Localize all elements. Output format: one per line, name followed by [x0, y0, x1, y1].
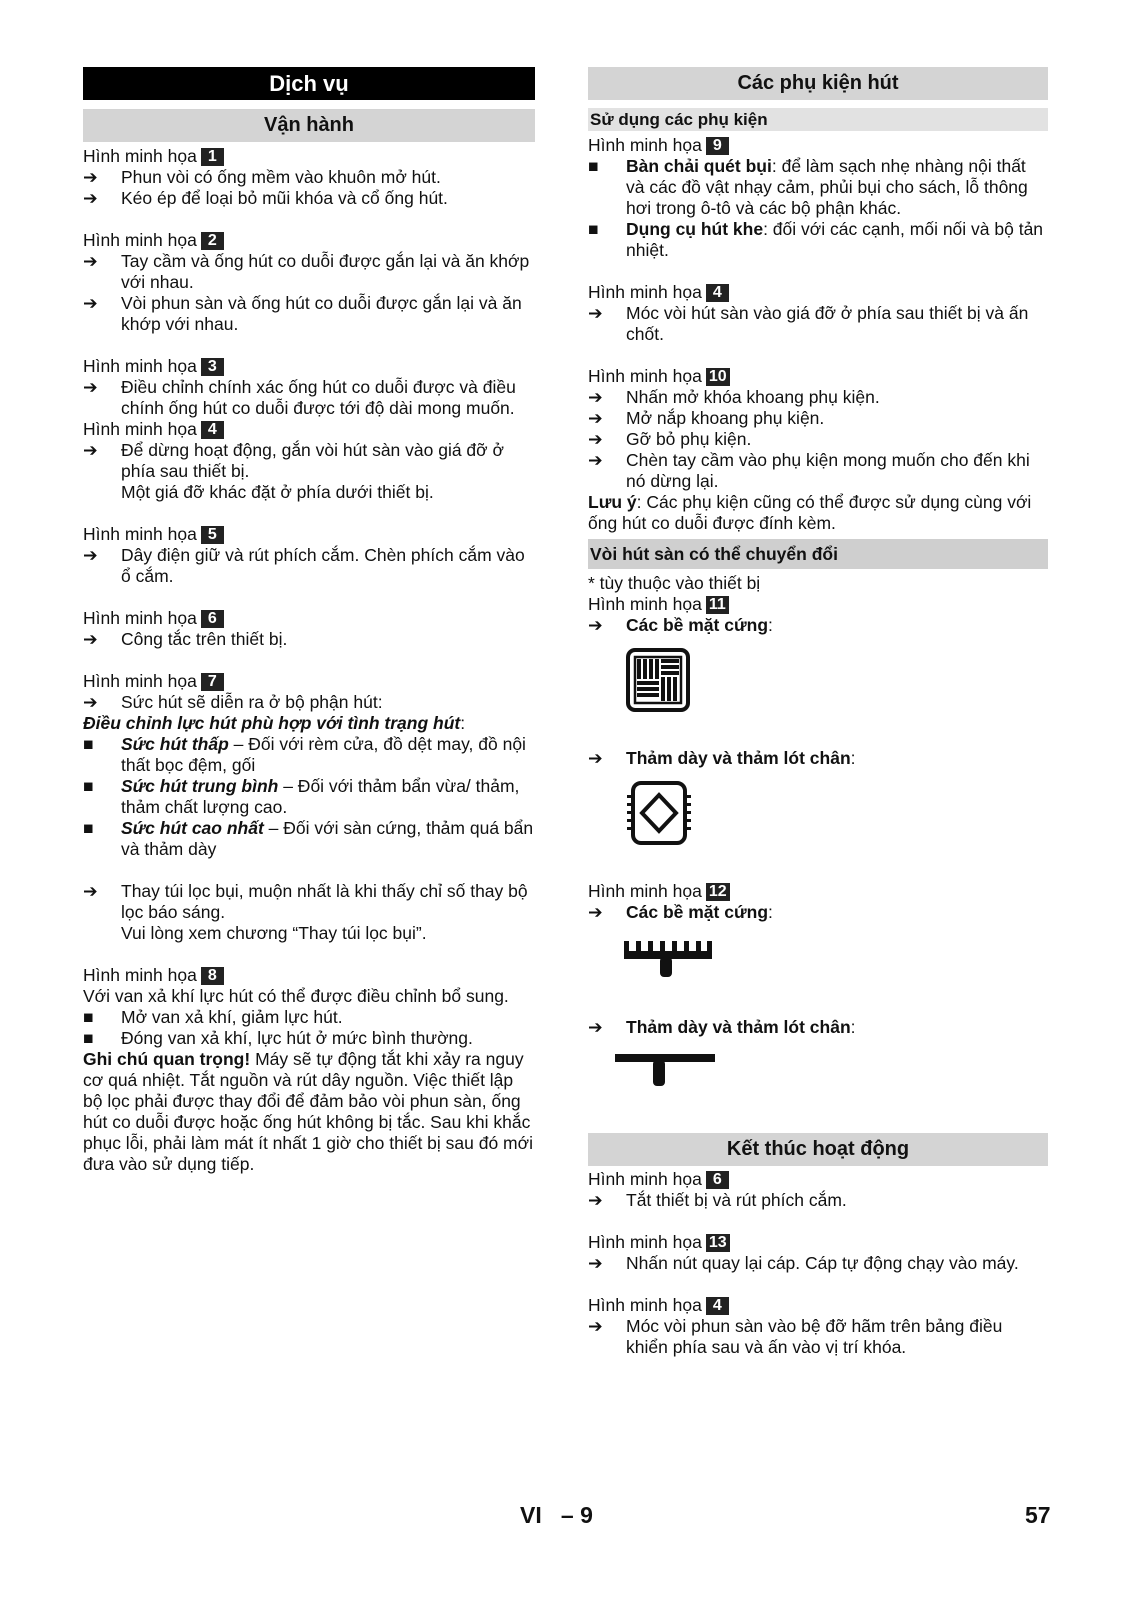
step-item: ➔ Kéo ép để loại bỏ mũi khóa và cổ ống hút.	[83, 188, 448, 208]
figure-number: 1	[201, 148, 224, 166]
step-item: ➔ Điều chỉnh chính xác ống hút co duỗi được và điều chính ống hút co duỗi được tới độ dài mong muốn.	[83, 377, 516, 418]
figure-label: Hình minh họa	[588, 594, 702, 614]
subsection-title-use: Sử dụng các phụ kiện	[588, 108, 1048, 131]
figure-number: 2	[201, 232, 224, 250]
brush-strip-nozzle-icon	[588, 923, 1048, 996]
page-number: 57	[1025, 1502, 1051, 1528]
step-note: Vui lòng xem chương “Thay túi lọc bụi”.	[121, 923, 427, 943]
figure-1-block	[83, 146, 535, 209]
page-header: Dịch vụ	[83, 67, 535, 100]
arrow-icon: ➔	[83, 440, 98, 460]
square-bullet-icon: ■	[83, 1028, 94, 1048]
bullet-item: ■ Sức hút cao nhất – Đối với sàn cứng, thảm quá bẩn và thảm dày	[83, 818, 534, 859]
arrow-icon: ➔	[83, 251, 98, 271]
note: Lưu ý: Các phụ kiện cũng có thể được sử dụng cùng với ống hút co duỗi được đính kèm.	[588, 492, 1032, 533]
figure-number: 8	[201, 967, 224, 985]
figure-label: Hình minh họa	[588, 282, 702, 302]
step-item: ➔ Thảm dày và thảm lót chân:	[588, 748, 856, 768]
figure-label: Hình minh họa	[588, 366, 702, 386]
figure-number: 3	[201, 358, 224, 376]
figure-9-block	[588, 135, 1048, 261]
figure-label: Hình minh họa	[83, 146, 197, 166]
arrow-icon: ➔	[588, 902, 603, 922]
step-item: ➔ Thay túi lọc bụi, muộn nhất là khi thấy chỉ số thay bộ lọc báo sáng.	[83, 881, 528, 922]
figure-label: Hình minh họa	[83, 419, 197, 439]
adjust-heading: Điều chỉnh lực hút phù hợp với tình trạng hút:	[83, 713, 466, 733]
arrow-icon: ➔	[83, 545, 98, 565]
section-title-accessories: Các phụ kiện hút	[588, 67, 1048, 100]
section-title-end-operation: Kết thúc hoạt động	[588, 1133, 1048, 1166]
step-item: ➔ Dây điện giữ và rút phích cắm. Chèn phích cắm vào ổ cắm.	[83, 545, 525, 586]
step-item: ➔ Chèn tay cầm vào phụ kiện mong muốn cho đến khi nó dừng lại.	[588, 450, 1030, 491]
bullet-item: ■ Mở van xả khí, giảm lực hút.	[83, 1007, 343, 1027]
figure-label: Hình minh họa	[83, 356, 197, 376]
figure-number: 13	[706, 1234, 730, 1252]
step-item: ➔ Tắt thiết bị và rút phích cắm.	[588, 1190, 847, 1210]
figure-number: 5	[201, 526, 224, 544]
figure-label: Hình minh họa	[83, 671, 197, 691]
arrow-icon: ➔	[83, 293, 98, 313]
figure-label: Hình minh họa	[83, 230, 197, 250]
footer-language: VI	[520, 1502, 542, 1528]
arrow-icon: ➔	[83, 881, 98, 901]
step-item: ➔ Móc vòi phun sàn vào bệ đỡ hãm trên bảng điều khiển phía sau và ấn vào vị trí khóa.	[588, 1316, 1003, 1357]
figure-4-block	[588, 282, 1048, 345]
figure-label: Hình minh họa	[83, 524, 197, 544]
square-bullet-icon: ■	[83, 734, 94, 754]
figure-number: 12	[706, 883, 730, 901]
figure-8-block	[83, 965, 535, 1175]
figure-label: Hình minh họa	[588, 1232, 702, 1252]
figure-intro: Với van xả khí lực hút có thể được điều chỉnh bổ sung.	[83, 986, 509, 1006]
figure-label: Hình minh họa	[83, 965, 197, 985]
figure-number: 7	[201, 673, 224, 691]
square-bullet-icon: ■	[83, 776, 94, 796]
bullet-item: ■ Sức hút trung bình – Đối với thảm bẩn vừa/ thảm, thảm chất lượng cao.	[83, 776, 520, 817]
figure-number: 9	[706, 137, 729, 155]
arrow-icon: ➔	[83, 167, 98, 187]
arrow-icon: ➔	[588, 429, 603, 449]
figure-label: Hình minh họa	[588, 1169, 702, 1189]
end-figure-6-block	[588, 1169, 1048, 1211]
figure-label: Hình minh họa	[588, 881, 702, 901]
step-item: ➔ Gỡ bỏ phụ kiện.	[588, 429, 752, 449]
footer-section	[520, 1502, 593, 1528]
square-bullet-icon: ■	[83, 1007, 94, 1027]
figure-number: 4	[201, 421, 224, 439]
bullet-item: ■ Bàn chải quét bụi: để làm sạch nhẹ nhàng nội thất và các đồ vật nhạy cảm, phủi bụi cho sách, lỗ thông hơi trong ô-tô và các bộ phận khác.	[588, 156, 1028, 218]
end-figure-4-block	[588, 1295, 1048, 1358]
figure-3-block	[83, 356, 535, 419]
figure-label: Hình minh họa	[588, 135, 702, 155]
arrow-icon: ➔	[588, 450, 603, 470]
step-item: ➔ Để dừng hoạt động, gắn vòi hút sàn vào giá đỡ ở phía sau thiết bị.	[83, 440, 504, 481]
arrow-icon: ➔	[588, 408, 603, 428]
square-bullet-icon: ■	[83, 818, 94, 838]
arrow-icon: ➔	[588, 748, 603, 768]
left-column	[83, 67, 535, 1175]
step-item: ➔ Phun vòi có ống mềm vào khuôn mở hút.	[83, 167, 441, 187]
step-item: ➔ Mở nắp khoang phụ kiện.	[588, 408, 825, 428]
bullet-item: ■ Dụng cụ hút khe: đối với các cạnh, mối nối và bộ tản nhiệt.	[588, 219, 1044, 260]
figure-number: 4	[706, 1297, 729, 1315]
step-item: ➔ Vòi phun sàn và ống hút co duỗi được gắn lại và ăn khớp với nhau.	[83, 293, 522, 334]
arrow-icon: ➔	[588, 1190, 603, 1210]
step-item: ➔ Thảm dày và thảm lót chân:	[588, 1017, 856, 1037]
arrow-icon: ➔	[588, 303, 603, 323]
bullet-item: ■ Đóng van xả khí, lực hút ở mức bình thường.	[83, 1028, 473, 1048]
footer-section-number: – 9	[560, 1502, 593, 1528]
figure-number: 10	[706, 368, 730, 386]
figure-number: 6	[201, 610, 224, 628]
step-item: ➔ Nhấn nút quay lại cáp. Cáp tự động chạy vào máy.	[588, 1253, 1019, 1273]
square-bullet-icon: ■	[588, 156, 599, 176]
figure-number: 11	[706, 596, 729, 614]
bullet-item: ■ Sức hút thấp – Đối với rèm cửa, đồ dệt may, đồ nội thất bọc đệm, gối	[83, 734, 526, 775]
step-item: ➔ Công tắc trên thiết bị.	[83, 629, 288, 649]
figure-label: Hình minh họa	[588, 1295, 702, 1315]
figure-11-block	[588, 573, 1048, 860]
right-column	[588, 67, 1048, 1358]
warning-note: Ghi chú quan trọng! Máy sẽ tự động tắt khi xảy ra nguy cơ quá nhiệt. Tắt nguồn và rút dây nguồn. Việc thiết lập bộ lọc phải được thay đổi để đảm bảo vòi phun sàn, ống hút co duỗi được hoặc ống hút không bị tắc. Sau khi khắc phục lỗi, phải làm mát ít nhất 1 giờ cho thiết bị sau đó mới đưa vào sử dụng tiếp.	[83, 1049, 533, 1174]
figure-2-block	[83, 230, 535, 335]
arrow-icon: ➔	[83, 692, 98, 712]
flat-nozzle-icon	[588, 1038, 1048, 1105]
section-title-operation: Vận hành	[83, 109, 535, 142]
end-figure-13-block	[588, 1232, 1048, 1274]
figure-number: 4	[706, 284, 729, 302]
figure-10-block	[588, 366, 1048, 534]
figure-7-block	[83, 671, 535, 944]
figure-12-block	[588, 881, 1048, 1105]
step-note: Một giá đỡ khác đặt ở phía dưới thiết bị.	[121, 482, 434, 502]
device-dependent-note: * tùy thuộc vào thiết bị	[588, 573, 761, 593]
step-item: ➔ Nhấn mở khóa khoang phụ kiện.	[588, 387, 880, 407]
square-bullet-icon: ■	[588, 219, 599, 239]
hard-floor-symbol-icon	[588, 636, 1048, 727]
step-item: ➔ Tay cầm và ống hút co duỗi được gắn lại và ăn khớp với nhau.	[83, 251, 530, 292]
figure-4-block	[83, 419, 535, 503]
figure-6-block	[83, 608, 535, 650]
subsection-title-floor-nozzle: Vòi hút sàn có thể chuyển đổi	[588, 539, 1048, 569]
arrow-icon: ➔	[588, 1316, 603, 1336]
figure-label: Hình minh họa	[83, 608, 197, 628]
step-item: ➔ Các bề mặt cứng:	[588, 615, 773, 635]
figure-number: 6	[706, 1171, 729, 1189]
step-item: ➔ Móc vòi hút sàn vào giá đỡ ở phía sau thiết bị và ấn chốt.	[588, 303, 1029, 344]
arrow-icon: ➔	[83, 188, 98, 208]
arrow-icon: ➔	[588, 615, 603, 635]
carpet-symbol-icon	[588, 769, 1048, 860]
arrow-icon: ➔	[83, 629, 98, 649]
arrow-icon: ➔	[588, 1253, 603, 1273]
arrow-icon: ➔	[588, 1017, 603, 1037]
step-item: ➔ Các bề mặt cứng:	[588, 902, 773, 922]
step-item: ➔ Sức hút sẽ diễn ra ở bộ phận hút:	[83, 692, 383, 712]
figure-5-block	[83, 524, 535, 587]
arrow-icon: ➔	[588, 387, 603, 407]
arrow-icon: ➔	[83, 377, 98, 397]
